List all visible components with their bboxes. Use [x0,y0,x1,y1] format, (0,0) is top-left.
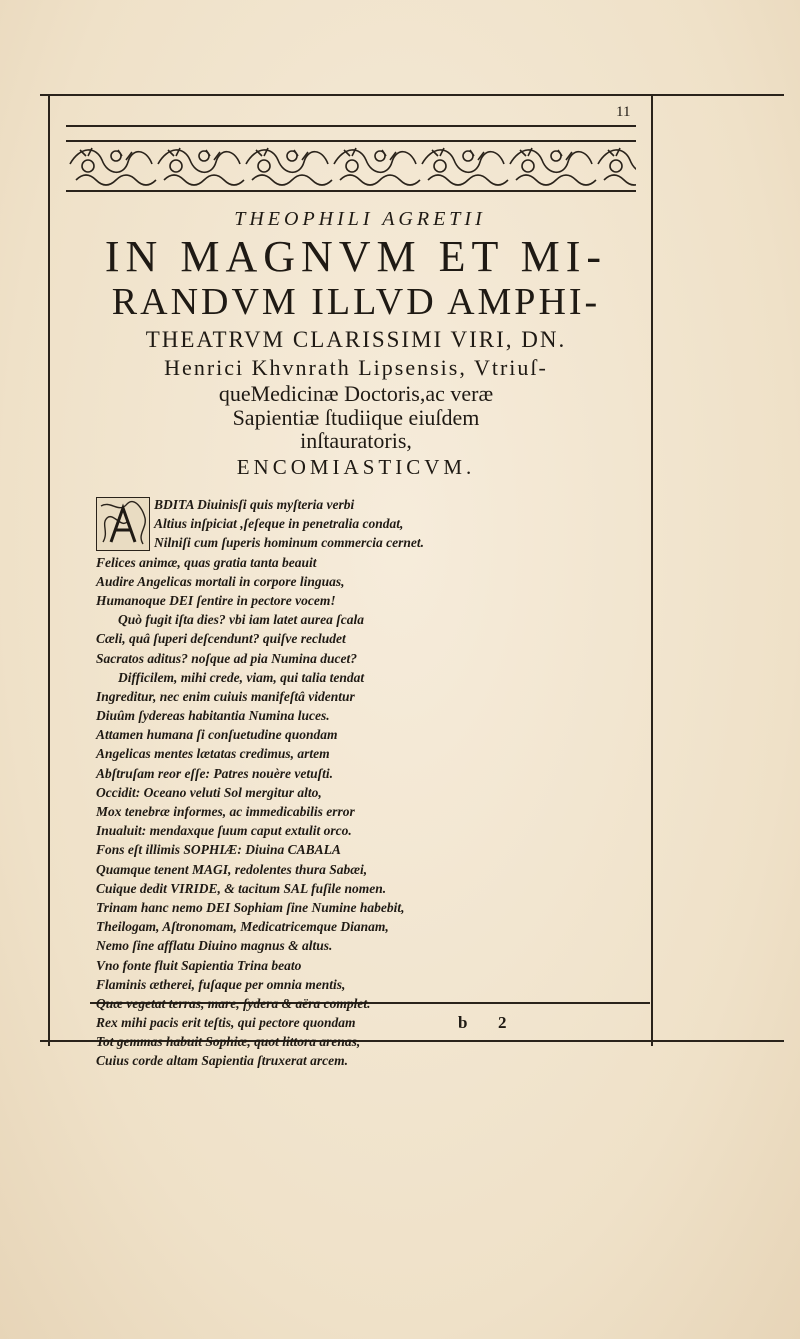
author-name: THEOPHILI AGRETII [234,208,486,230]
poem-line: Angelicas mentes lætatas credimus, artem [96,746,330,762]
poem-line: Ingreditur, nec enim cuiuis manifeſtâ videntur [96,688,355,704]
poem-line: Fons eſt illimis SOPHIÆ: Diuina CABALA [96,842,341,858]
title-line-8: ENCOMIASTICVM. [236,455,476,479]
poem-line: Inualuit: mendaxque ſuum caput extulit orco. [96,823,352,839]
poem-line: Quò fugit iſta dies? vbi iam latet aurea ſcala [118,612,364,628]
poem-line: Felices animæ, quas gratia tanta beauit [96,554,317,570]
poem-line: BDITA Diuinisſi quis myſteria verbi [154,497,355,512]
poem-line: Nemo ſine afflatu Diuino magnus & altus. [96,938,333,954]
poem-line: Cuique dedit VIRIDE, & tacitum SAL fuſile nomen. [96,880,387,896]
top-inner-rule [66,125,636,127]
signature-letter: b [458,1013,468,1032]
poem-line: Cuius corde altam Sapientia ſtruxerat arcem. [96,1053,349,1069]
poem-line: Nilniſi cum ſuperis hominum commercia cernet. [154,535,425,551]
poem-line: Cæli, quâ ſuperi deſcendunt? quiſve recludet [96,631,346,647]
left-margin-rule [48,96,50,1046]
woodcut-ornament-band-icon [66,140,636,192]
title-line-7: inſtauratoris, [300,428,412,453]
poem-line: Quamque tenent MAGI, redolentes thura Sabæi, [96,861,368,877]
poem-line: Sacratos aditus? noſque ad pia Numina ducet? [96,650,358,666]
top-rule [40,94,784,96]
poem-text [96,495,656,1071]
poem-line: Attamen humana ſi conſuetudine quondam [96,727,338,743]
poem-line: Difficilem, mihi crede, viam, qui talia tendat [118,669,365,685]
title-line-6: Sapientiæ ſtudiique eiuſdem [232,405,480,430]
poem-line: Quæ vegetat terras, mare, ſydera & aëra complet. [96,995,371,1011]
title-line-1: IN MAGNVM ET MI- [104,232,608,281]
title-line-4: Henrici Khvnrath Lipsensis, Vtriuſ- [164,355,548,380]
poem-line: Diuûm ſydereas habitantia Numina luces. [96,708,330,724]
poem-line: Abſtruſam reor eſſe: Patres nouère vetuſti. [96,765,333,781]
poem-line: Vno fonte fluit Sapientia Trina beato [96,957,302,973]
poem-line: Audire Angelicas mortali in corpore linguas, [96,573,345,589]
poem-line: Trinam hanc nemo DEI Sophiam ſine Numine habebit, [96,899,405,915]
poem-line: Altius inſpiciat ,ſeſeque in penetralia condat, [154,516,404,532]
title-line-3: THEATRVM CLARISSIMI VIRI, DN. [145,327,567,352]
poem-line: Occidit: Oceano veluti Sol mergitur alto, [96,784,322,800]
poem-line: Rex mihi pacis erit teſtis, qui pectore quondam [96,1015,356,1031]
poem-line: Mox tenebræ informes, ac immedicabilis error [96,804,355,819]
poem-line: Theilogam, Aſtronomam, Medicatricemque Dianam, [96,919,389,935]
title-line-5: queMedicinæ Doctoris,ac veræ [218,381,494,406]
signature-number: 2 [498,1013,507,1032]
page-number: 11 [616,104,631,120]
poem-line: Flaminis ætherei, fuſaque per omnia mentis, [96,976,346,992]
title-line-2: RANDVM ILLVD AMPHI- [111,281,601,323]
poem-line: Humanoque DEI ſentire in pectore vocem! [96,592,336,608]
poem-line: Tot gemmas habuit Sophiæ, quot littora arenas, [96,1034,361,1050]
